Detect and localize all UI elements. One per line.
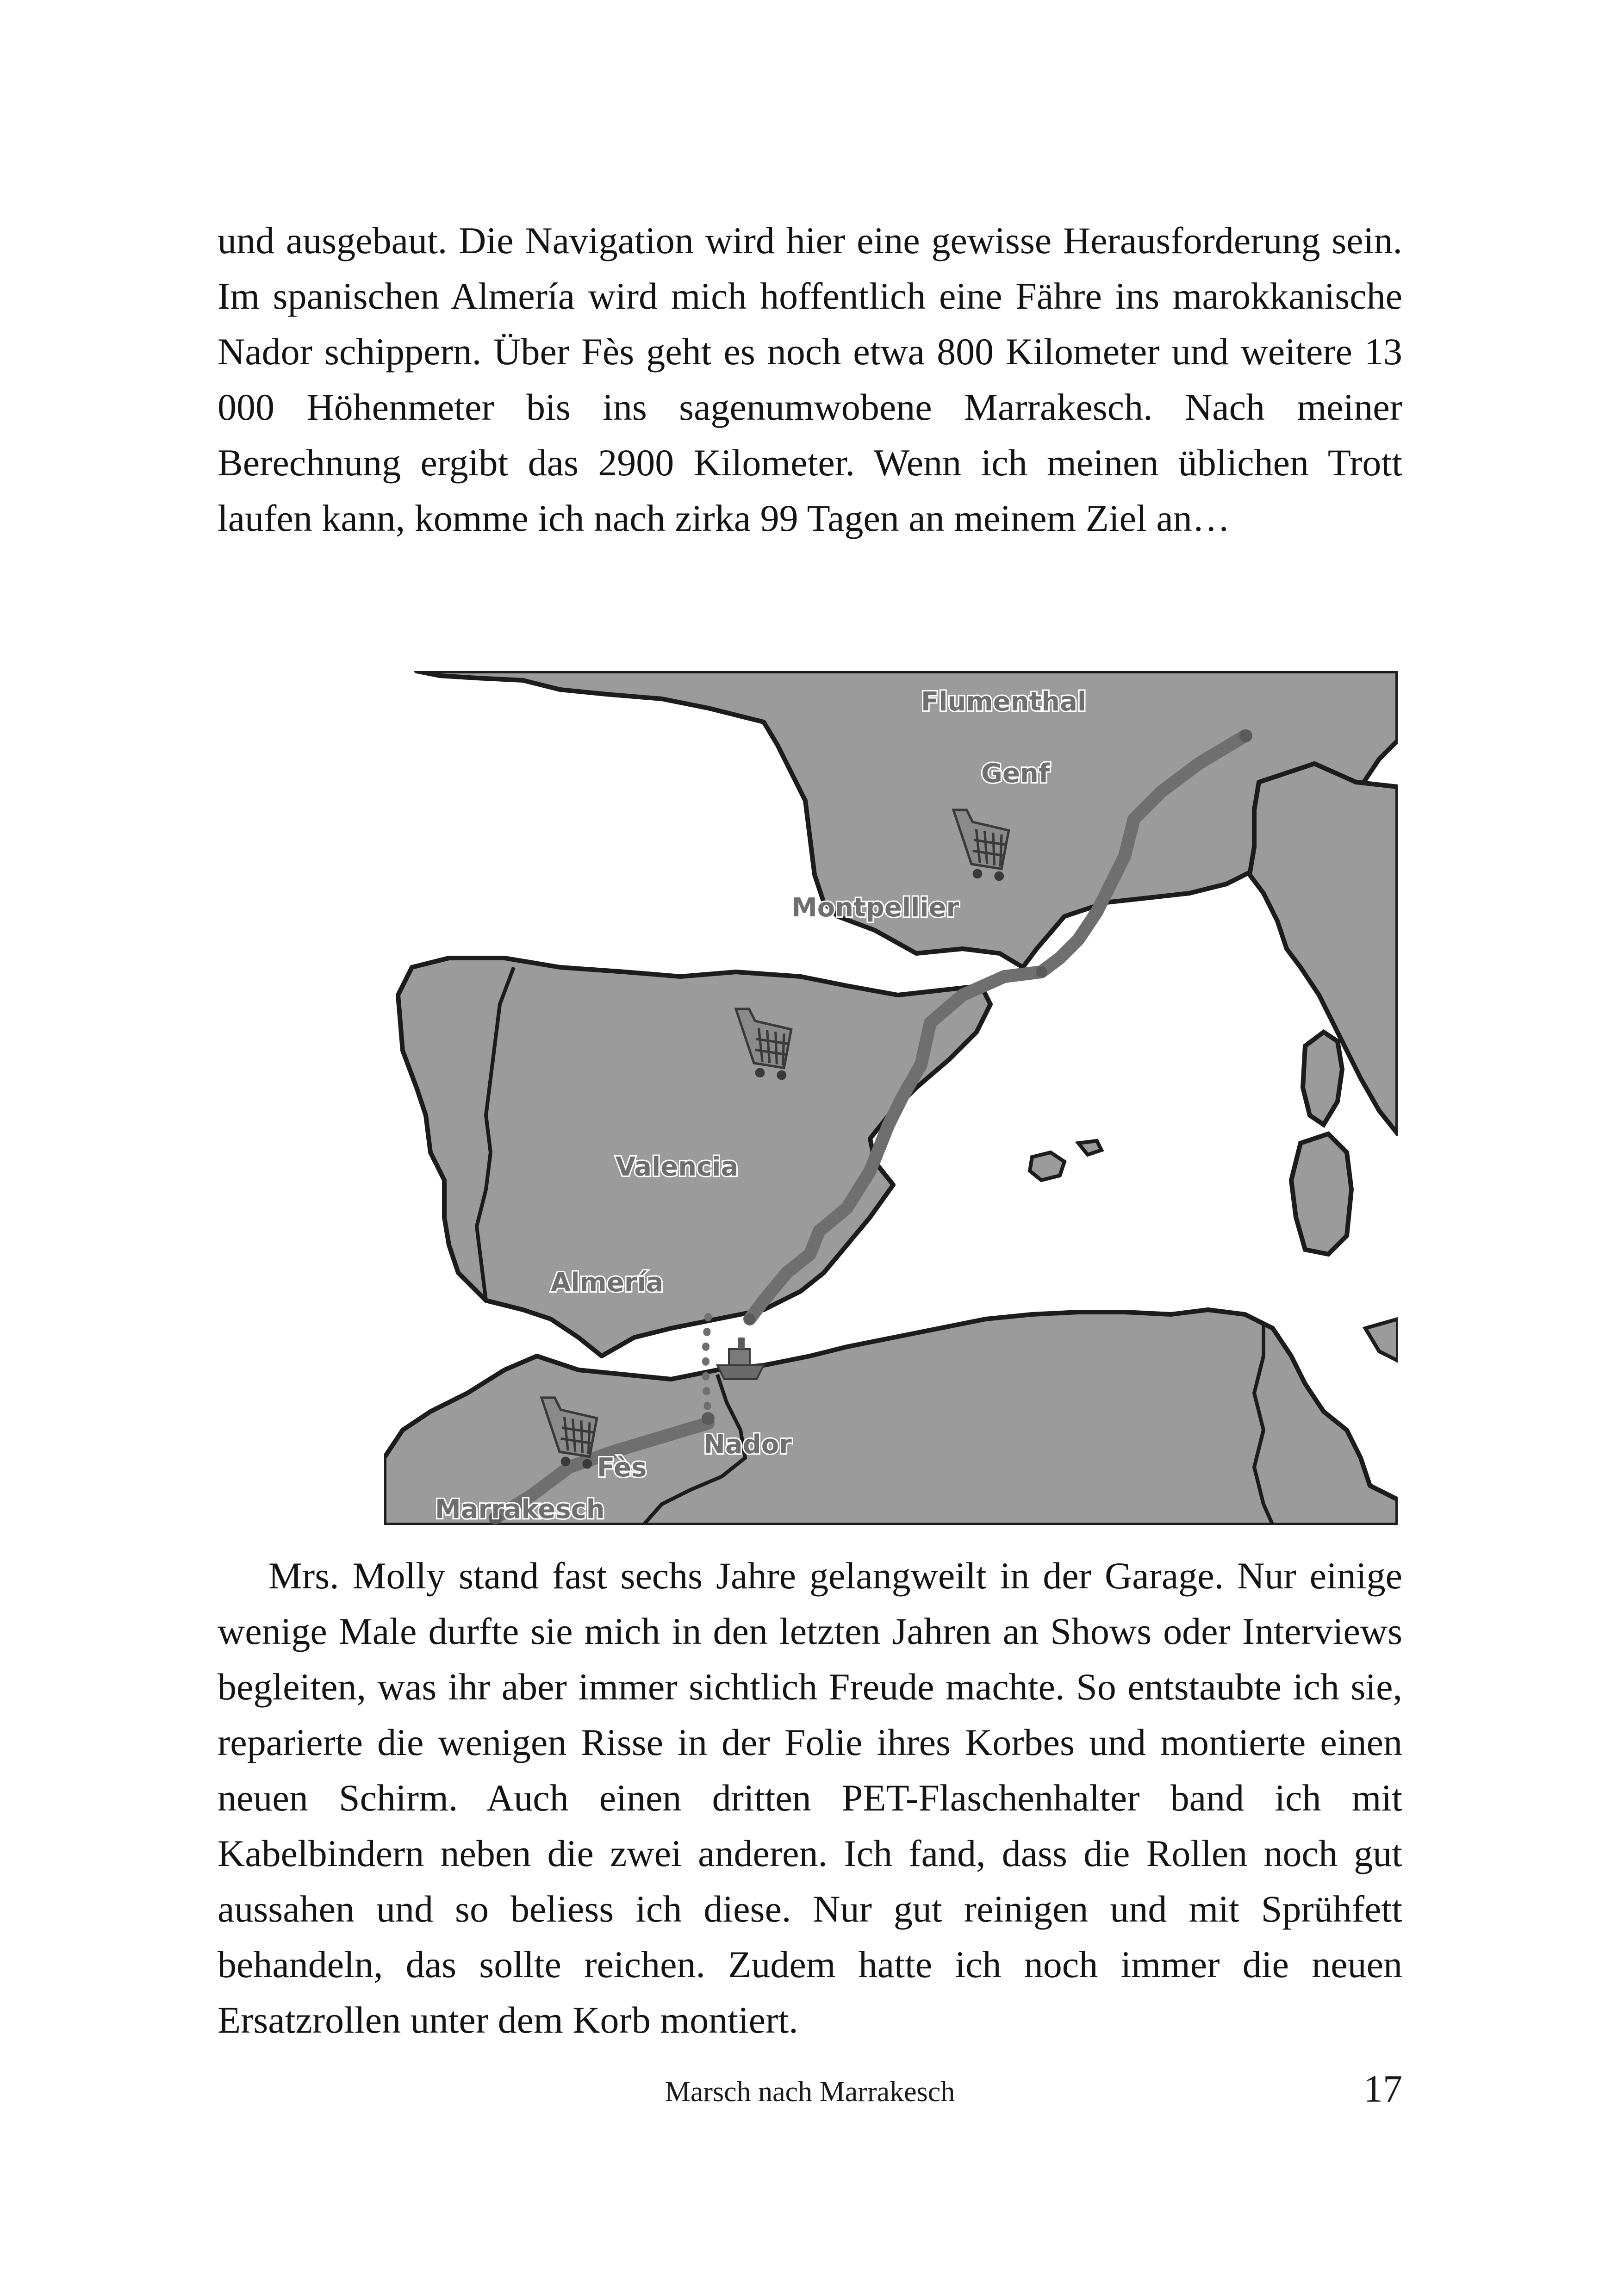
point-almeria: [744, 1313, 755, 1325]
city-label-valencia: Valencia: [616, 1152, 739, 1182]
route-map-svg: [384, 671, 1398, 1525]
route-map: [384, 671, 1398, 1525]
running-footer-title: Marsch nach Marrakesch: [665, 2076, 955, 2108]
city-label-nador: Nador: [703, 1430, 792, 1460]
city-label-flumenthal: Flumenthal: [921, 687, 1087, 717]
city-label-montpellier: Montpellier: [791, 893, 959, 923]
land-sardinia: [1291, 1134, 1351, 1254]
point-montpellier: [1036, 966, 1047, 977]
city-label-almeria: Almería: [551, 1268, 664, 1298]
point-nador: [702, 1412, 715, 1425]
paragraph-route-description: und ausgebaut. Die Navigation wird hier eine gewisse Herausforderung sein. Im spanischen Almería wird mich hoffentlich eine Fähre ins marokkanische Nador schippern. Über Fès geht es noch etwa 800 Kilometer und weitere 13 000 Höhenmeter bis ins sagenumwobene Marrakesch. Nach meiner Berechnung ergibt das 2900 Kilometer. Wenn ich meinen üblichen Trott laufen kann, komme ich nach zirka 99 Tagen an meinem Ziel an…: [218, 219, 1402, 539]
paragraph-mrs-molly: Mrs. Molly stand fast sechs Jahre gelangweilt in der Garage. Nur einige wenige Male durfte sie mich in den letzten Jahren an Shows oder Interviews begleiten, was ihr aber immer sichtlich Freude machte. So entstaubte ich sie, reparierte die wenigen Risse in der Folie ihres Korbes und montierte einen neuen Schirm. Auch einen dritten PET-Flaschenhalter band ich mit Kabelbindern neben die zwei anderen. Ich fand, dass die Rollen noch gut aussahen und so beliess ich diese. Nur gut reinigen und mit Sprühfett behandeln, das sollte reichen. Zudem hatte ich noch immer die neuen Ersatzrollen unter dem Korb montiert.: [218, 1555, 1402, 2041]
city-label-genf: Genf: [981, 759, 1050, 789]
city-label-marrakesch: Marrakesch: [435, 1494, 605, 1524]
land-mallorca: [1030, 1152, 1064, 1180]
page-number: 17: [1363, 2067, 1402, 2110]
city-label-fes: Fès: [597, 1453, 647, 1483]
point-flumenthal: [1239, 729, 1252, 742]
